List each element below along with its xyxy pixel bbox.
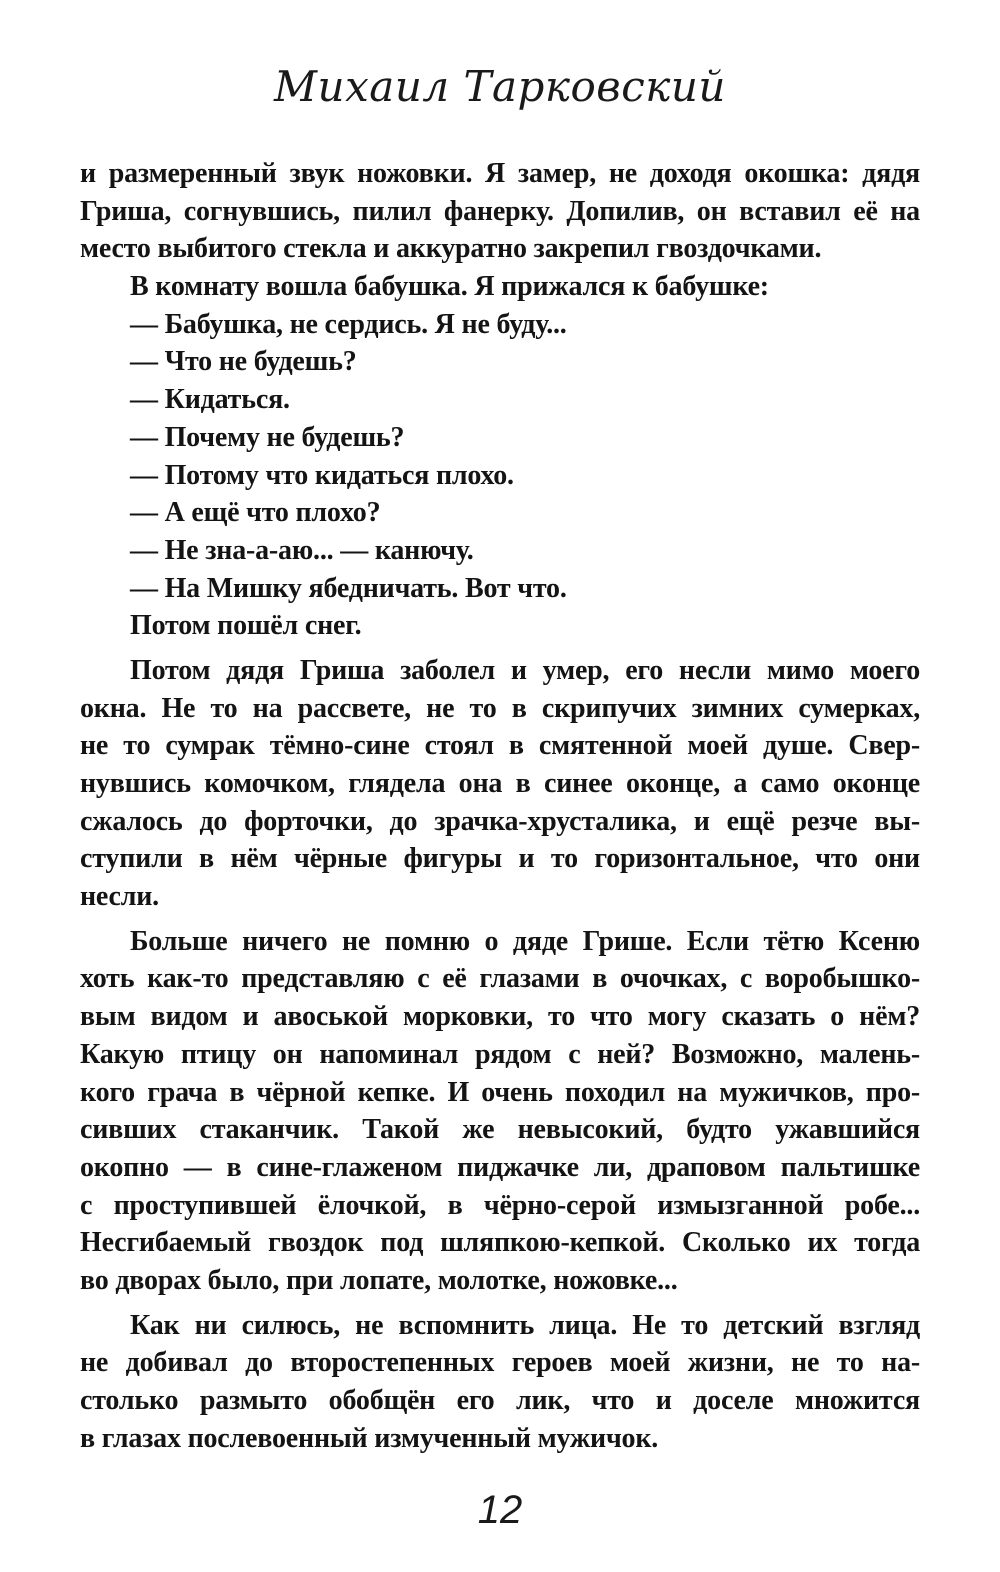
- text-line: сжалось до форточки, до зрачка-хрусталика, и ещё резче вы-: [80, 805, 920, 837]
- dialogue-line: — Что не будешь?: [130, 346, 357, 378]
- text-line: Какую птицу он напоминал рядом с ней? Возможно, малень-: [80, 1038, 920, 1070]
- text-line: во дворах было, при лопате, молотке, ножовке...: [80, 1264, 678, 1296]
- dialogue-line: — На Мишку ябедничать. Вот что.: [130, 572, 567, 604]
- text-line: и размеренный звук ножовки. Я замер, не доходя окошка: дядя: [80, 158, 920, 189]
- text-line: в глазах послевоенный измученный мужичок.: [80, 1422, 659, 1454]
- dialogue-line: — Кидаться.: [130, 384, 290, 416]
- text-line: несли.: [80, 881, 159, 913]
- text-line: не то сумрак тёмно-сине стоял в смятенной моей душе. Свер-: [80, 730, 920, 762]
- text-line: Несгибаемый гвоздок под шляпкою-кепкой. Сколько их тогда: [80, 1227, 920, 1259]
- text-line: место выбитого стекла и аккуратно закрепил гвоздочками.: [80, 233, 822, 265]
- dialogue-line: — А ещё что плохо?: [130, 497, 381, 529]
- text-line: окна. Не то на рассвете, не то в скрипучих зимних сумерках,: [80, 692, 920, 724]
- dialogue-line: — Не зна-а-аю... — канючу.: [130, 534, 474, 566]
- text-line: В комнату вошла бабушка. Я прижался к бабушке:: [130, 271, 769, 303]
- text-line: вым видом и авоськой морковки, то что могу сказать о нём?: [80, 1001, 920, 1033]
- dialogue-line: — Бабушка, не сердись. Я не буду...: [130, 308, 567, 340]
- body-text: [80, 155, 920, 1457]
- text-line: ступили в нём чёрные фигуры и то горизонтальное, что они: [80, 843, 920, 875]
- text-line: Как ни силюсь, не вспомнить лица. Не то детский взгляд: [130, 1309, 920, 1341]
- text-line: Потом дядя Гриша заболел и умер, его несли мимо моего: [130, 654, 920, 686]
- text-line: сивших стаканчик. Такой же невысокий, будто ужавшийся: [80, 1114, 920, 1146]
- dialogue-line: — Почему не будешь?: [130, 421, 405, 453]
- text-line: не добивал до второстепенных героев моей жизни, не то на-: [80, 1347, 920, 1379]
- dialogue-line: — Потому что кидаться плохо.: [130, 459, 514, 491]
- text-line: Больше ничего не помню о дяде Грише. Если тётю Ксеню: [130, 925, 920, 957]
- text-line: Гриша, согнувшись, пилил фанерку. Допилив, он вставил её на: [80, 195, 920, 227]
- text-line: столько размыто обобщён его лик, что и доселе множится: [80, 1385, 920, 1416]
- text-line: с проступившей ёлочкой, в чёрно-серой измызганной робе...: [80, 1189, 920, 1221]
- page-number: 12: [477, 1488, 523, 1532]
- running-head-author: Михаил Тарковский: [274, 62, 726, 111]
- text-line: окопно — в сине-глаженом пиджачке ли, драповом пальтишке: [80, 1151, 920, 1183]
- text-line: нувшись комочком, глядела она в синее оконце, а само оконце: [80, 768, 920, 799]
- text-line: Потом пошёл снег.: [130, 610, 362, 642]
- text-line: кого грача в чёрной кепке. И очень походил на мужичков, про-: [80, 1076, 920, 1108]
- text-line: хоть как-то представляю с её глазами в очочках, с воробышко-: [80, 963, 920, 995]
